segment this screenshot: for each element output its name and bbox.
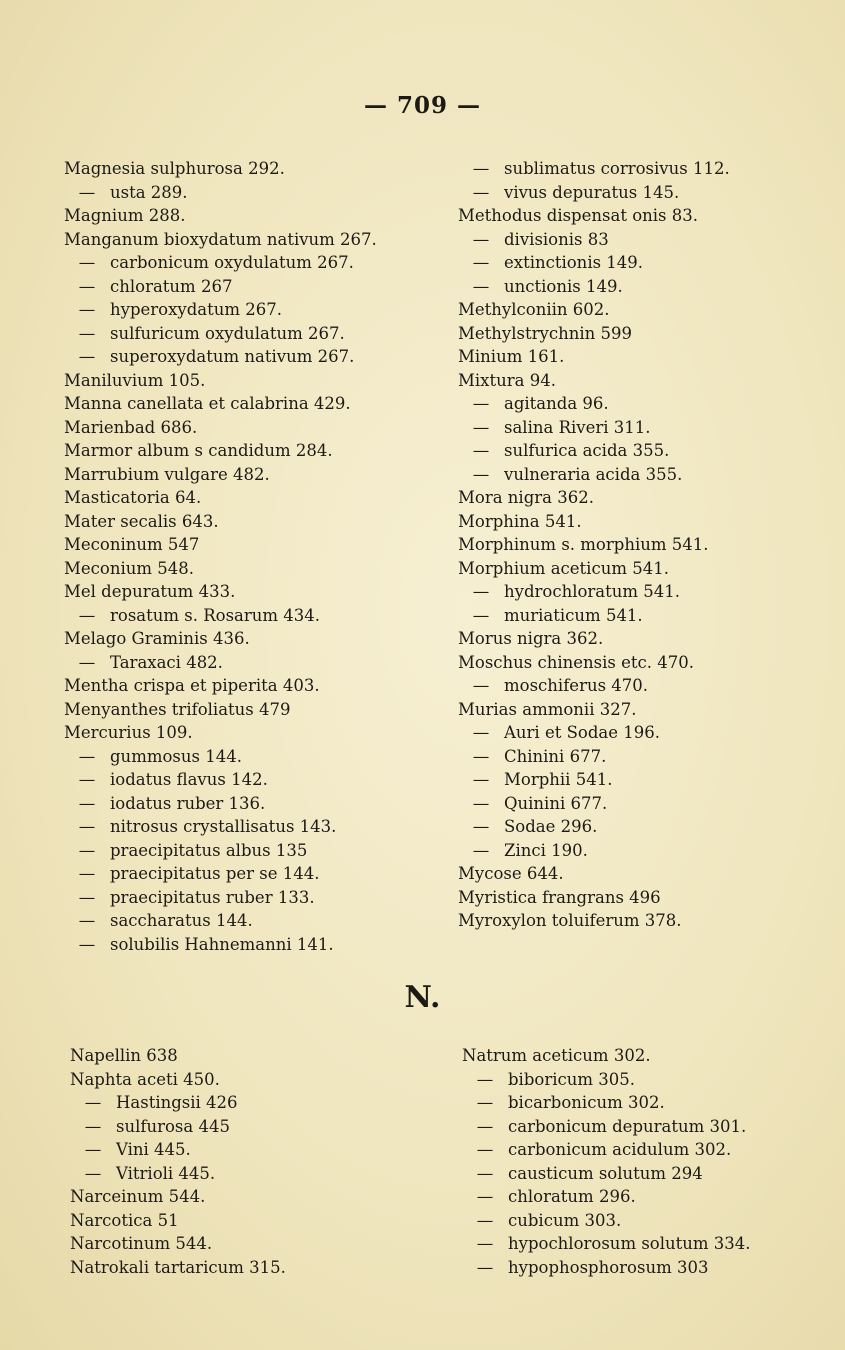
index-entry: Morphina 541.	[458, 511, 582, 531]
index-entry: Naphta aceti 450.	[70, 1069, 220, 1089]
index-entry: Mentha crispa et piperita 403.	[64, 676, 320, 695]
index-subentry: — Taraxaci 482.	[64, 651, 377, 675]
index-subentry: — unctionis 149.	[458, 275, 730, 299]
index-entry: Magnesia sulphurosa 292.	[64, 159, 285, 178]
index-subentry: — iodatus ruber 136.	[64, 792, 377, 816]
index-subentry: — Chinini 677.	[458, 745, 730, 769]
index-entry: Murias ammonii 327.	[458, 699, 637, 719]
index-subentry: — moschiferus 470.	[458, 674, 730, 698]
index-entry: Mycose 644.	[458, 864, 564, 883]
index-subentry: — sulfurica acida 355.	[458, 439, 730, 463]
index-entry: Menyanthes trifoliatus 479	[64, 699, 291, 719]
index-subentry: — Sodae 296.	[458, 815, 730, 839]
index-entry: Mercurius 109.	[64, 723, 193, 742]
index-subentry: — hydrochloratum 541.	[458, 580, 730, 604]
index-subentry: — nitrosus crystallisatus 143.	[64, 815, 377, 839]
index-subentry: — usta 289.	[64, 181, 377, 205]
index-entry: Manna canellata et calabrina 429.	[64, 394, 351, 413]
index-subentry: — Vitrioli 445.	[70, 1162, 286, 1186]
index-entry: Masticatoria 64.	[64, 488, 202, 507]
index-entry: Magnium 288.	[64, 206, 186, 225]
index-entry: Maniluvium 105.	[64, 370, 206, 390]
index-subentry: — solubilis Hahnemanni 141.	[64, 933, 377, 957]
index-entry: Myroxylon toluiferum 378.	[458, 911, 682, 930]
index-subentry: — extinctionis 149.	[458, 251, 730, 275]
index-subentry: — praecipitatus ruber 133.	[64, 886, 377, 910]
index-entry: Morphinum s. morphium 541.	[458, 535, 709, 554]
index-subentry: — carbonicum acidulum 302.	[462, 1138, 751, 1162]
index-subentry: — cubicum 303.	[462, 1209, 751, 1233]
index-entry: Morphium aceticum 541.	[458, 558, 669, 578]
index-subentry: — chloratum 267	[64, 275, 377, 299]
index-subentry: — biboricum 305.	[462, 1068, 751, 1092]
index-entry: Mora nigra 362.	[458, 488, 594, 507]
index-entry: Narceinum 544.	[70, 1187, 206, 1206]
index-subentry: — gummosus 144.	[64, 745, 377, 769]
index-column-right-m	[458, 157, 730, 933]
section-letter-heading: N.	[404, 980, 441, 1015]
page-number: — 709 —	[363, 92, 482, 119]
index-subentry: — chloratum 296.	[462, 1185, 751, 1209]
index-subentry: — Hastingsii 426	[70, 1091, 286, 1115]
index-column-left-m	[64, 157, 377, 956]
index-subentry: — Morphii 541.	[458, 768, 730, 792]
index-subentry: — muriaticum 541.	[458, 604, 730, 628]
index-subentry: — vulneraria acida 355.	[458, 463, 730, 487]
index-subentry: — vivus depuratus 145.	[458, 181, 730, 205]
index-entry: Moschus chinensis etc. 470.	[458, 652, 694, 672]
index-subentry: — Zinci 190.	[458, 839, 730, 863]
index-entry: Natrokali tartaricum 315.	[70, 1257, 286, 1277]
index-entry: Methylstrychnin 599	[458, 323, 632, 343]
index-subentry: — rosatum s. Rosarum 434.	[64, 604, 377, 628]
index-subentry: — praecipitatus per se 144.	[64, 862, 377, 886]
index-column-left-n	[70, 1044, 286, 1279]
index-subentry: — Quinini 677.	[458, 792, 730, 816]
index-subentry: — superoxydatum nativum 267.	[64, 345, 377, 369]
index-subentry: — sublimatus corrosivus 112.	[458, 157, 730, 181]
index-entry: Manganum bioxydatum nativum 267.	[64, 229, 377, 249]
index-subentry: — sulfuricum oxydulatum 267.	[64, 322, 377, 346]
index-entry: Napellin 638	[70, 1046, 178, 1065]
index-entry: Marmor album s candidum 284.	[64, 441, 333, 460]
index-subentry: — carbonicum depuratum 301.	[462, 1115, 751, 1139]
index-subentry: — hypophosphorosum 303	[462, 1256, 751, 1280]
index-entry: Natrum aceticum 302.	[462, 1046, 651, 1065]
index-subentry: — saccharatus 144.	[64, 909, 377, 933]
index-subentry: — salina Riveri 311.	[458, 416, 730, 440]
index-entry: Mixtura 94.	[458, 370, 556, 390]
index-subentry: — bicarbonicum 302.	[462, 1091, 751, 1115]
index-subentry: — sulfurosa 445	[70, 1115, 286, 1139]
index-subentry: — Vini 445.	[70, 1138, 286, 1162]
index-entry: Methodus dispensat onis 83.	[458, 206, 698, 225]
index-column-right-n	[462, 1044, 751, 1279]
index-entry: Narcotica 51	[70, 1210, 179, 1230]
index-subentry: — iodatus flavus 142.	[64, 768, 377, 792]
index-subentry: — divisionis 83	[458, 228, 730, 252]
index-entry: Melago Graminis 436.	[64, 629, 250, 648]
index-entry: Mel depuratum 433.	[64, 582, 236, 601]
index-entry: Marienbad 686.	[64, 417, 198, 437]
index-entry: Morus nigra 362.	[458, 629, 604, 648]
index-entry: Methylconiin 602.	[458, 300, 610, 319]
index-subentry: — agitanda 96.	[458, 392, 730, 416]
index-entry: Narcotinum 544.	[70, 1234, 213, 1253]
index-entry: Myristica frangrans 496	[458, 887, 661, 907]
index-subentry: — causticum solutum 294	[462, 1162, 751, 1186]
index-subentry: — hypochlorosum solutum 334.	[462, 1232, 751, 1256]
index-entry: Mater secalis 643.	[64, 511, 219, 531]
index-subentry: — hyperoxydatum 267.	[64, 298, 377, 322]
index-subentry: — Auri et Sodae 196.	[458, 721, 730, 745]
index-entry: Meconium 548.	[64, 558, 194, 578]
index-subentry: — praecipitatus albus 135	[64, 839, 377, 863]
index-subentry: — carbonicum oxydulatum 267.	[64, 251, 377, 275]
index-entry: Marrubium vulgare 482.	[64, 464, 270, 484]
index-entry: Minium 161.	[458, 347, 565, 366]
index-entry: Meconinum 547	[64, 535, 200, 554]
